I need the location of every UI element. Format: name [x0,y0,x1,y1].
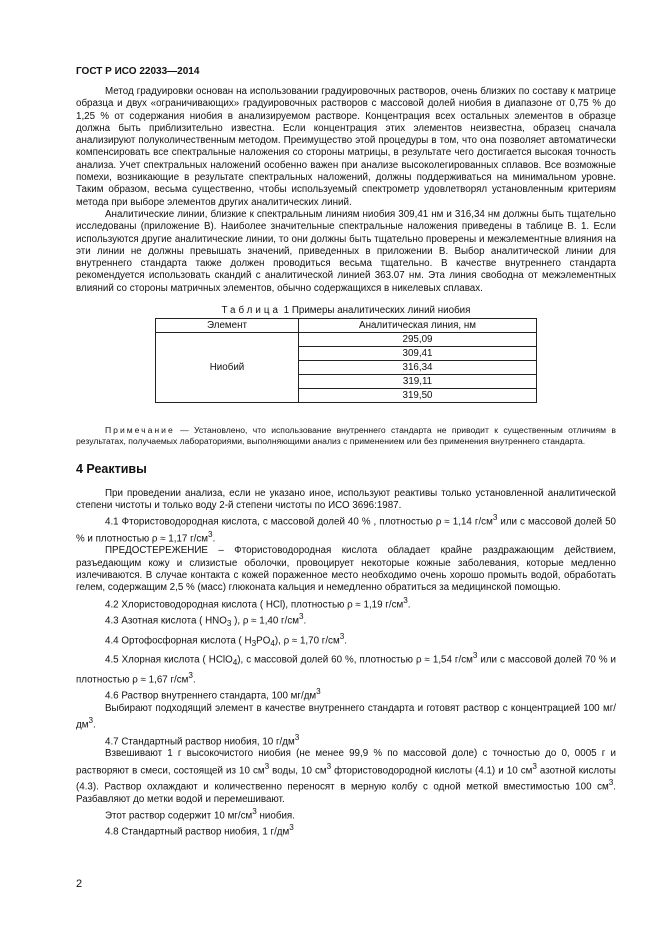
item-4-7-text: Взвешивают 1 г высокочистого ниобия (не менее 99,9 % по массовой доле) с точностью до 0, 0005 г и растворяют в смеси, состоящей из 10 $см^3$ воды, 10 $см^3$ фтористоводородной кислоты (4.1) и 10 $см^3$ азотной кислоты (4.3). Раствор охлаждают и количественно переносят в мерную колбу с одной меткой вместимостью 100 $см^3$. Разбавляют до метки водой и перемешивают. [76,748,616,805]
table-header-element: Элемент [156,319,299,333]
document-header: ГОСТ Р ИСО 22033—2014 [76,66,200,77]
item-4-7-content: Этот раствор содержит 10 $мг/см^3$ ниобия. [105,806,295,822]
page-number: 2 [76,878,83,890]
item-4-6: 4.6 Раствор внутреннего стандарта, 100 $мг/дм^3$ [105,687,321,702]
item-4-3: 4.3 Азотная кислота ( $HNO_3$ ), ρ ≈ 1,40 $г/см^3$. [105,612,307,629]
table-cell-value: 319,11 [299,375,537,389]
item-4-5: 4.5 Хлорная кислота ( HClO$_4$), с массовой долей 60 %, плотностью ρ ≈ 1,54 $г/см^3$ или с массовой долей 70 % и плотностью ρ ≈ 1,67 $г/см^3$. [76,651,616,685]
item-4-6-text: Выбирают подходящий элемент в качестве внутреннего стандарта и готовят раствор с концентрацией 100 $мг/дм^3$. [76,702,616,731]
note-text: — Установлено, что использование внутреннего стандарта не приводит к существенным отличиям в результатах, получаемых лабораториями, выполняющими анализ с применением или без применения внутреннего стандарта. [76,425,616,447]
table-caption [76,305,616,317]
table-header-line: Аналитическая линия, нм [299,319,537,333]
niobium-lines-table [155,318,537,403]
item-4-7: 4.7 Стандартный раствор ниобия, 10 $г/дм^3$ [105,732,300,747]
reagents-intro: При проведении анализа, если не указано иное, используют реактивы только установленной аналитической степени чистоты и только воду 2-й степени чистоты по ИСО 3696:1987. [76,487,616,511]
table-cell-element: Ниобий [156,333,299,403]
table-cell-value: 316,34 [299,361,537,375]
warning-word: ПРЕДОСТЕРЕЖЕНИЕ [105,545,208,557]
page-content [76,86,616,839]
item-4-8: 4.8 Стандартный раствор ниобия, 1 $г/дм^3$ [105,823,294,838]
item-4-4: 4.4 Ортофосфорная кислота ( $H_3PO_4$), ρ ≈ 1,70 $г/см^3$. [105,631,347,648]
note-label: Примечание [105,425,175,436]
item-4-2: 4.2 Хлористоводородная кислота ( HCl), плотностью ρ ≈ 1,19 $г/см^3$. [105,595,411,610]
item-4-1: 4.1 Фтористоводородная кислота, с массовой долей 40 % , плотностью ρ ≈ 1,14 $г/см^3$ или с массовой долей 50 % и плотностью ρ ≈ 1,17 $г/см^3$. [76,513,616,545]
paragraph-calibration: Метод градуировки основан на использовании градуировочных растворов, очень близких по составу к матрице образца и двух «ограничивающих» градуировочных растворов с массовой долей ниобия в диапазоне от 0,75 % до 1,25 % от содержания ниобия в анализируемом растворе. Концентрация всех остальных элементов в образце должна быть приблизительно известна. Если концентрация этих элементов неизвестна, образец сначала анализируют полуколичественным методом. Преимущество этой процедуры в том, что она позволяет автоматически компенсировать все спектральные наложения со стороны матрицы, в результате чего достигается высокая точность анализа. Учет спектральных наложений особенно важен при анализе высоколегированных сплавов. Все возможные помехи, возникающие в результате спектральных наложений, должны поддерживаться на минимальном уровне. Таким образом, весьма существенно, чтобы используемый спектрометр удовлетворял установленным критериям метода при выборе элементов других аналитических линий. [76,86,616,208]
paragraph-analytical-lines: Аналитические линии, близкие к спектральным линиям ниобия 309,41 нм и 316,34 нм должны быть тщательно исследованы (приложение В). Наиболее значительные спектральные наложения приведены в таблице В. 1. Если используются другие аналитические линии, то они должны быть тщательно проверены и межэлементные влияния на эти линии не должны превышать значений, приведенных в приложении В. Выбор аналитической линии для внутреннего стандарта также должен проводиться весьма тщательно. В качестве внутреннего стандарта рекомендуется использовать скандий с аналитической линией 363.07 нм. Эта линия свободна от межэлементных влияний со стороны матричных элементов, обычно содержащихся в никелевых сплавах. [76,208,616,294]
table-note [76,425,616,447]
table-caption-word: Таблица [221,305,281,317]
section-title: 4 Реактивы [76,462,147,477]
table-caption-text: 1 Примеры аналитических линий ниобия [280,305,471,317]
table-cell-value: 309,41 [299,347,537,361]
warning-paragraph: ПРЕДОСТЕРЕЖЕНИЕ – Фтористоводородная кислота обладает крайне раздражающим действием, разъедающим кожу и слизистые оболочки, провоцирует некоторые кожные заболевания, которые медленно излечиваются. В случае контакта с кожей пораженное место необходимо очень хорошо промыть водой, обработать гелем, содержащим 2,5 % (масс) глюконата кальция и немедленно обратиться за медицинской помощью. [76,545,616,594]
table-cell-value: 295,09 [299,333,537,347]
table-cell-value: 319,50 [299,389,537,403]
